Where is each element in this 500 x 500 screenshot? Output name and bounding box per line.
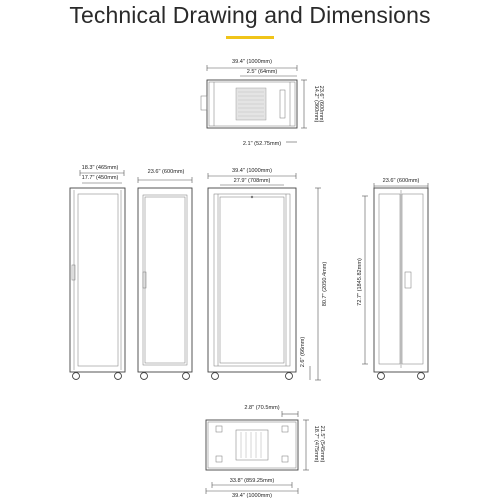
top-bottom-offset-label: 2.1" (52.75mm) [242,141,282,147]
side-depth-outer-label: 18.3" (465mm) [81,165,119,171]
rear-height-label: 72.7" (1845.82mm) [357,258,363,306]
bottom-view-outline [206,420,298,470]
bottom-depth-inner-label: 18.7" (475mm) [313,425,319,463]
top-view [201,59,324,147]
front-inner-width-label: 27.9" (708mm) [233,178,271,184]
side-depth-inner-label: 17.7" (450mm) [81,175,119,181]
door-view [138,169,192,380]
side-view [70,165,125,380]
front-base-height-label: 2.6" (66mm) [300,336,306,368]
front-width-label: 39.4" (1000mm) [232,168,272,174]
bottom-view [206,405,325,499]
bottom-inner-width-label: 33.8" (859.25mm) [229,478,275,484]
top-offset-label: 2.5" (64mm) [246,69,278,75]
front-view-outline [208,188,296,372]
page-title: Technical Drawing and Dimensions [69,2,431,28]
front-height-label: 80.7" (2050.4mm) [322,261,328,307]
bottom-width-label: 39.4" (1000mm) [232,493,272,499]
bottom-depth-label: 21.5" (545mm) [319,425,325,463]
top-depth-label: 23.6" (600mm) [318,85,324,123]
top-width-label: 39.4" (1000mm) [232,59,272,65]
rear-width-label: 23.6" (600mm) [382,178,420,184]
rear-view [357,178,428,380]
bottom-offset-label: 2.8" (70.5mm) [244,405,280,411]
door-width-label: 23.6" (600mm) [147,169,185,175]
front-view [208,168,328,380]
top-depth-inner-label: 14.2" (360mm) [313,85,319,123]
